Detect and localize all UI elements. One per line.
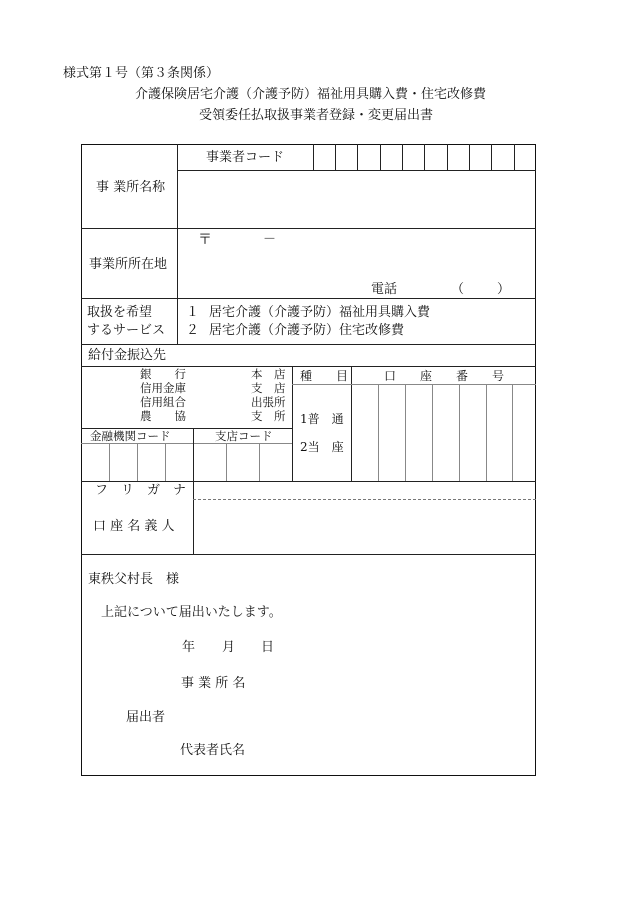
office-code-box[interactable] [335, 144, 336, 170]
office-name-label: 事 業所名称 [96, 180, 166, 195]
address-divider [177, 228, 178, 298]
account-number-box[interactable] [432, 384, 433, 481]
bank-type-bank: 銀 行 [140, 367, 186, 381]
branch-code-box[interactable] [226, 443, 227, 481]
branch-code-label: 支店コード [215, 429, 273, 443]
bank-section-label: 給付金振込先 [88, 348, 167, 363]
service-1-text[interactable]: 居宅介護（介護予防）福祉用具購入費 [209, 305, 431, 320]
furigana-label: フ リ ガ ナ [95, 483, 187, 498]
office-name-divider [177, 144, 178, 228]
phone-label: 電話 [371, 282, 398, 297]
account-header-line [292, 384, 536, 385]
row-line [81, 554, 536, 555]
bank-code-divider [193, 428, 194, 481]
office-code-box[interactable] [447, 144, 448, 170]
bank-type-nokyo: 農 協 [140, 409, 186, 423]
form-number: 様式第１号（第３条関係） [63, 66, 220, 81]
bank-code-box[interactable] [109, 443, 110, 481]
branch-type-branch: 支 店 [251, 381, 286, 395]
account-type-ordinary[interactable]: 1普 通 [300, 412, 344, 426]
service-divider [177, 298, 178, 344]
office-code-box[interactable] [469, 144, 470, 170]
office-code-box[interactable] [313, 144, 314, 170]
account-number-box[interactable] [378, 384, 379, 481]
representative-label: 代表者氏名 [180, 743, 246, 758]
addressee: 東秩父村長 様 [88, 572, 180, 587]
branch-type-head: 本 店 [251, 367, 286, 381]
postal-dash: － [263, 232, 277, 247]
office-code-box[interactable] [380, 144, 381, 170]
bank-code-label: 金融機関コード [90, 429, 171, 443]
form-title-line2: 受領委任払取扱事業者登録・変更届出書 [199, 108, 434, 123]
date-day: 日 [261, 640, 275, 655]
service-2-text[interactable]: 居宅介護（介護予防）住宅改修費 [209, 323, 405, 338]
account-number-box[interactable] [459, 384, 460, 481]
row-line [81, 298, 536, 299]
office-address-label: 事業所所在地 [89, 257, 168, 272]
declaration-text: 上記について届出いたします。 [101, 605, 282, 620]
furigana-dashed-line [193, 499, 536, 500]
phone-paren-close: ） [497, 282, 511, 297]
service-label-line1: 取扱を希望 [87, 305, 153, 320]
office-code-bottom-line [177, 170, 536, 171]
service-1-number: １ [186, 305, 200, 320]
service-label-line2: するサービス [87, 323, 166, 338]
office-code-box[interactable] [357, 144, 358, 170]
holder-divider [193, 481, 194, 554]
service-2-number: ２ [186, 323, 200, 338]
form-title-line1: 介護保険居宅介護（介護予防）福祉用具購入費・住宅改修費 [135, 87, 487, 102]
account-number-box[interactable] [512, 384, 513, 481]
applicant-label: 届出者 [126, 710, 166, 725]
branch-code-box[interactable] [259, 443, 260, 481]
office-code-box[interactable] [424, 144, 425, 170]
bank-type-shinkin: 信用金庫 [140, 381, 186, 395]
office-code-label: 事業者コード [206, 150, 285, 165]
account-holder-label: 口 座 名 義 人 [93, 519, 175, 534]
row-line [81, 344, 536, 345]
date-month: 月 [222, 640, 236, 655]
date-year: 年 [182, 640, 196, 655]
account-type-checking[interactable]: 2当 座 [300, 440, 344, 454]
postal-mark: 〒 [198, 232, 212, 248]
account-number-header: 口 座 番 号 [384, 369, 505, 383]
bank-type-shinkumi: 信用組合 [140, 395, 186, 409]
branch-type-office: 支 所 [251, 409, 286, 423]
office-code-box[interactable] [402, 144, 403, 170]
account-number-box[interactable] [486, 384, 487, 481]
account-number-box[interactable] [405, 384, 406, 481]
account-type-header: 種 目 [300, 369, 349, 383]
code-label-line [81, 443, 292, 444]
branch-type-sub: 出張所 [251, 395, 286, 409]
office-code-box[interactable] [491, 144, 492, 170]
form-frame [81, 144, 536, 776]
row-line [81, 228, 536, 229]
bank-code-box[interactable] [137, 443, 138, 481]
signer-office-label: 事 業 所 名 [181, 676, 246, 691]
phone-paren-open: （ [451, 282, 465, 297]
row-line [81, 481, 536, 482]
bank-code-box[interactable] [165, 443, 166, 481]
office-code-box[interactable] [514, 144, 515, 170]
